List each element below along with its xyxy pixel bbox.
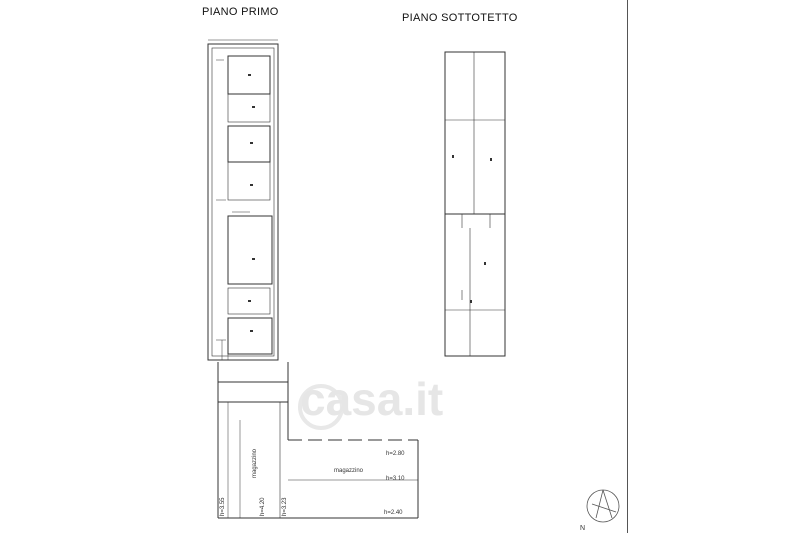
room-3 [228,126,270,162]
room-7 [228,318,272,354]
sottotetto-outer-wall [445,52,505,356]
label-h-280: h=2.80 [386,451,405,457]
label-magazzino-vertical: magazzino [252,448,258,478]
label-h-310: h=3.10 [386,476,405,482]
piano-terra-extension [218,362,418,518]
label-h-323: h=3.23 [282,497,288,516]
room-5 [228,216,272,284]
dimension-marks [248,74,492,332]
title-piano-sottotetto: PIANO SOTTOTETTO [402,12,518,24]
label-h-240: h=2.40 [384,510,403,516]
label-h-355: h=3.55 [220,497,226,516]
title-piano-primo: PIANO PRIMO [202,6,279,18]
north-compass-icon [587,490,619,522]
room-4 [228,162,270,200]
north-label: N [580,525,586,532]
watermark-text: casa.it [300,373,444,425]
label-h-420: h=4.20 [260,497,266,516]
piano-sottotetto-plan [445,52,505,356]
piano-primo-plan [208,40,278,360]
primo-outer-wall [208,44,278,360]
room-2 [228,94,270,122]
label-magazzino-horizontal: magazzino [334,468,364,474]
